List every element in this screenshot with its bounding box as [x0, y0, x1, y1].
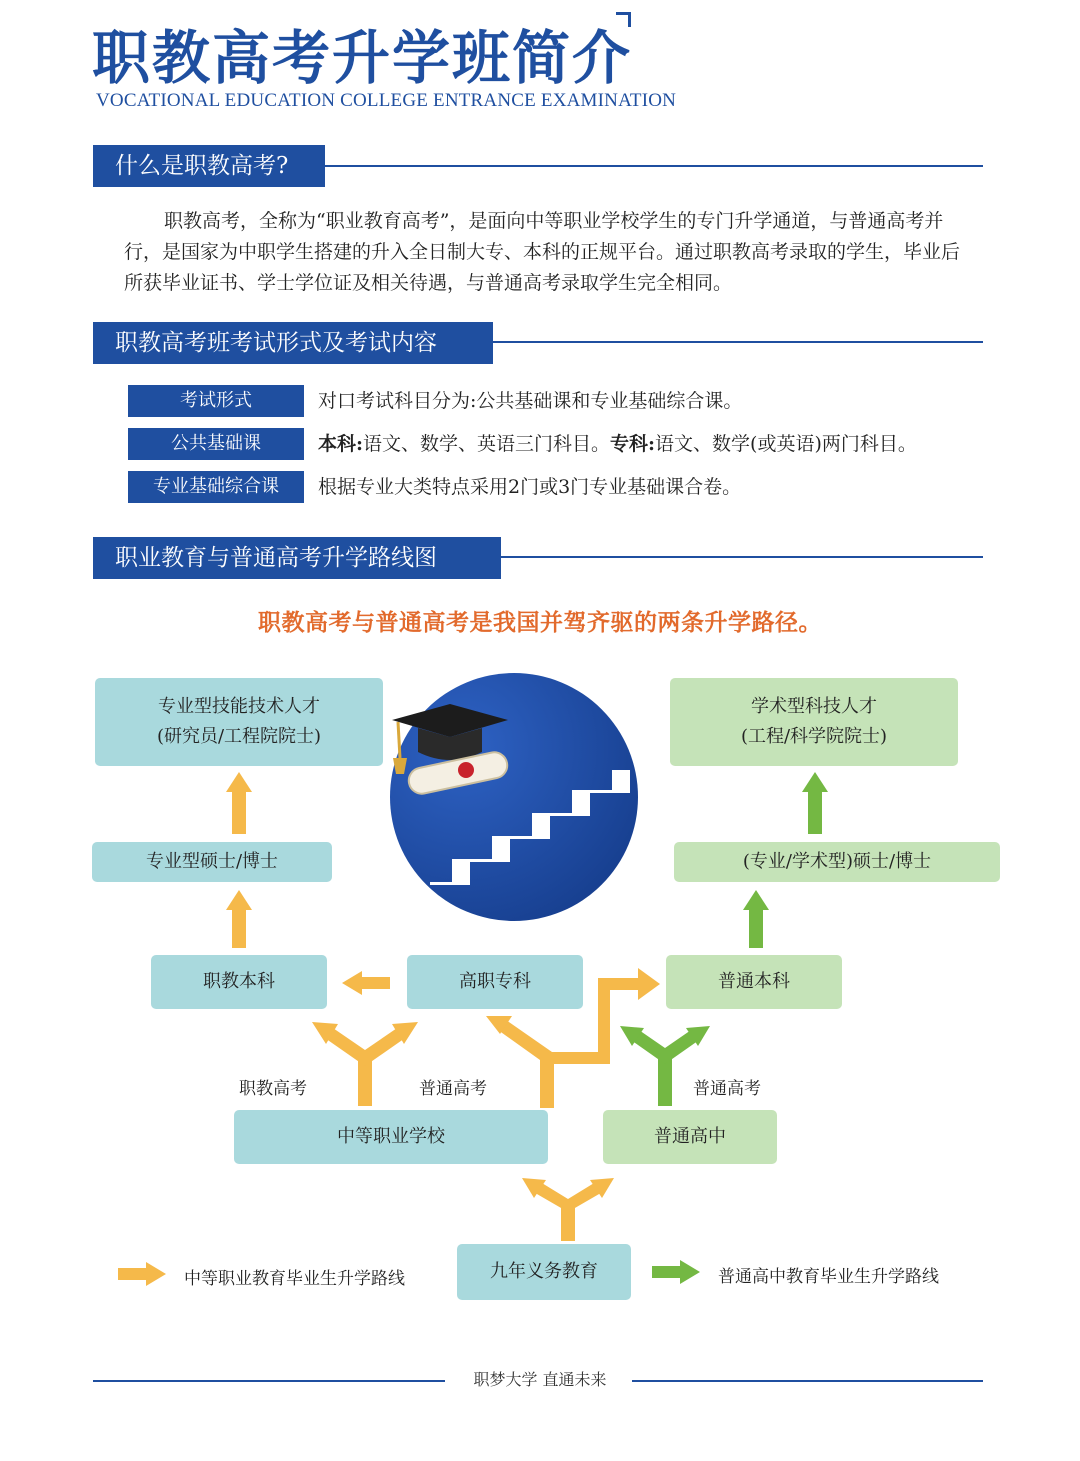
route-tagline: 职教高考与普通高考是我国并驾齐驱的两条升学路径。 — [258, 609, 822, 636]
associate-subjects: 语文、数学(或英语)两门科目。 — [655, 433, 917, 455]
route-label-general-exam-right: 普通高考 — [693, 1079, 761, 1099]
major-course-label: 专业基础综合课 — [128, 471, 304, 503]
section-heading-exam-format: 职教高考班考试形式及考试内容 — [93, 322, 493, 364]
route-label-general-exam-left: 普通高考 — [419, 1079, 487, 1099]
exam-form-text: 对口考试科目分为:公共基础课和专业基础综合课。 — [318, 390, 743, 412]
associate-tag: 专科: — [610, 433, 656, 455]
higher-vocational-box: 高职专科 — [407, 955, 583, 1009]
section-divider — [501, 556, 983, 558]
academic-master-box: (专业/学术型)硕士/博士 — [674, 842, 1000, 882]
exam-form-label: 考试形式 — [128, 385, 304, 417]
intro-paragraph: 职教高考，全称为“职业教育高考”，是面向中等职业学校学生的专门升学通道，与普通高考并行，是国家为中职学生搭建的升入全日制大专、本科的正规平台。通过职教高考录取的学生，毕业后所获毕业证书、学士学位证及相关待遇，与普通高考录取学生完全相同。 — [124, 210, 961, 294]
general-high-school-box: 普通高中 — [603, 1110, 777, 1164]
section-heading-what-is: 什么是职教高考? — [93, 145, 325, 187]
bachelor-tag: 本科: — [318, 433, 364, 455]
public-course-text — [318, 428, 917, 460]
skill-talent-title: 专业型技能技术人才 — [158, 696, 320, 717]
page-subtitle: VOCATIONAL EDUCATION COLLEGE ENTRANCE EXAMINATION — [96, 90, 677, 111]
skill-talent-subtitle: (研究员/工程院院士) — [156, 726, 322, 747]
legend-orange-route: 中等职业教育毕业生升学路线 — [184, 1269, 405, 1289]
general-bachelor-box: 普通本科 — [666, 955, 842, 1009]
section-heading-route-map: 职业教育与普通高考升学路线图 — [93, 537, 501, 579]
stairs-emblem-icon — [390, 673, 638, 921]
section-divider — [493, 341, 983, 343]
academic-talent-box — [670, 678, 958, 766]
vocational-bachelor-box: 职教本科 — [151, 955, 327, 1009]
route-label-vocational-exam: 职教高考 — [239, 1079, 307, 1099]
academic-talent-subtitle: (工程/科学院院士) — [740, 726, 888, 747]
section-divider — [325, 165, 983, 167]
professional-master-box: 专业型硕士/博士 — [92, 842, 332, 882]
footer-slogan: 职梦大学 直通未来 — [473, 1370, 607, 1389]
legend-green-route: 普通高中教育毕业生升学路线 — [718, 1267, 939, 1287]
skill-talent-box — [95, 678, 383, 766]
page-title: 职教高考升学班简介 — [92, 24, 633, 92]
bachelor-subjects: 语文、数学、英语三门科目。 — [363, 433, 611, 455]
major-course-text: 根据专业大类特点采用2门或3门专业基础课合卷。 — [318, 476, 742, 498]
public-course-label: 公共基础课 — [128, 428, 304, 460]
academic-talent-title: 学术型科技人才 — [751, 696, 877, 717]
compulsory-education-box: 九年义务教育 — [457, 1244, 631, 1300]
secondary-vocational-box: 中等职业学校 — [234, 1110, 548, 1164]
